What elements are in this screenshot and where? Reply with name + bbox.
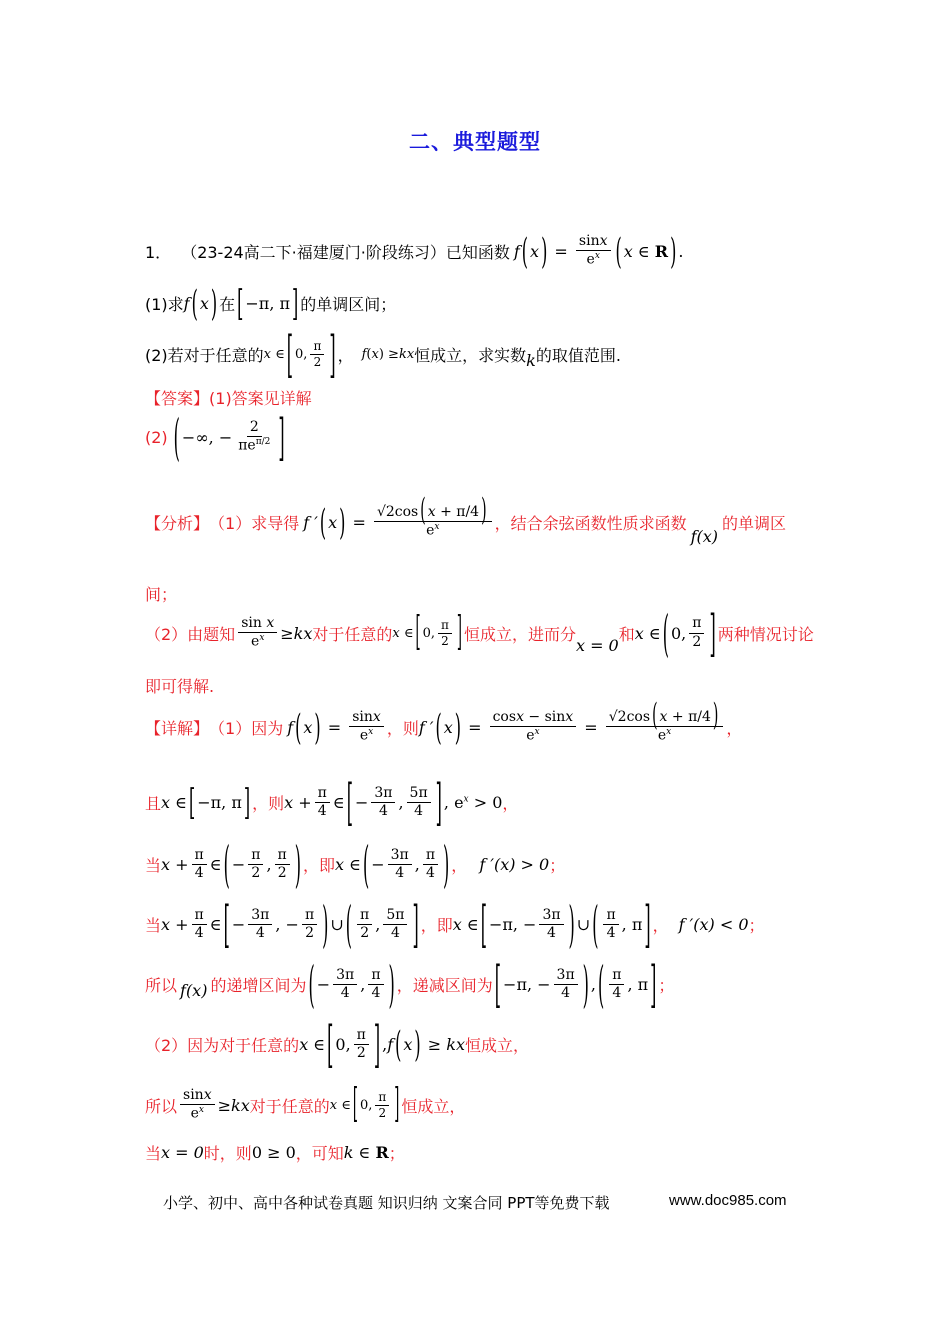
answer-tag: 【答案】 bbox=[145, 389, 210, 408]
question-1: (1)求 f ( x ) 在 [ −π, π ] 的单调区间； bbox=[145, 282, 397, 325]
formula-sinx-over-ex: $\frac{\sin x}{e^x}$ bbox=[576, 234, 611, 268]
analysis-line-1: 【分析】 （1）求导得 f ′ ( x ) = $\frac{√2\cos ( x + \pi/4 )}{e^x}$ ，结合余弦函数性质求函数 f(x) 的单调区 bbox=[145, 493, 787, 546]
detail-line-5: 所以 f(x) 的递增区间为 ( − $\frac{3\pi}{4}$ , $\frac{\pi}{4}$ ) ，递减区间为 [ −π, − $\frac{3\pi}{4}$ ) , ( $\frac{\pi}{4}$ , π ] ； bbox=[145, 955, 675, 1015]
analysis-line-4: 即可得解. bbox=[145, 677, 215, 696]
page-footer bbox=[163, 1192, 803, 1213]
formula-interval-pi: −π, π bbox=[245, 294, 290, 313]
formula-fx: f bbox=[183, 294, 190, 313]
detail-line-6: （2）因为对于任意的 x ∈ [ 0, $\frac{\pi}{2}$ ] , f ( x ) ≥ kx 恒成立， bbox=[145, 1015, 529, 1075]
detail-tag: 【详解】 bbox=[145, 718, 210, 738]
detail-line-7: 所以 $\frac{\sin x}{e^x}$ ≥ kx 对于任意的 x ∈ [ 0, $\frac{\pi}{2}$ ] 恒成立， bbox=[145, 1081, 466, 1129]
answer-line-1: 【答案】 (1)答案见详解 bbox=[145, 386, 312, 409]
question-2: (2)若对于任意的 x ∈ [ 0, $\frac{\pi}{2}$ ] ， f ( x ) ≥ kx 恒成立，求实数 k 的取值范围. bbox=[145, 325, 621, 385]
section-title: 二、典型题型 bbox=[409, 130, 541, 154]
detail-line-8: 当 x = 0 时，则 0 ≥ 0 ，可知 k ∈ R ； bbox=[145, 1143, 405, 1163]
footer-url[interactable]: www.doc985.com bbox=[669, 1192, 787, 1209]
analysis-tag: 【分析】 bbox=[145, 513, 210, 533]
answer-line-2: (2) ( −∞, − $\frac{2}{\pi e^{\pi/2}}$ ] bbox=[145, 407, 285, 467]
detail-line-3: 当 x + $\frac{\pi}{4}$ ∈ ( − $\frac{\pi}{2}$ , $\frac{\pi}{2}$ ) ，即 x ∈ ( − $\frac{3\pi}{4}$ , $\frac{\pi}{4}$ ) ， f ′(x) > 0 ； bbox=[145, 835, 566, 895]
analysis-line-2: 间； bbox=[145, 585, 178, 604]
problem-stem-text: 已知函数 bbox=[445, 242, 510, 262]
detail-line-1: 【详解】 （1）因为 f ( x ) = $\frac{\sin x}{e^x}$ ，则 f ′ ( x ) = $\frac{\cos x - \sin x}{e^x}$ = $\frac{√2\cos ( x + \pi/4 )}{e^x}$ ， bbox=[145, 698, 743, 749]
problem-number: 1． bbox=[145, 242, 172, 262]
problem-source: （23-24高二下·福建厦门·阶段练习） bbox=[181, 242, 446, 262]
formula-fx: f bbox=[513, 241, 520, 261]
detail-line-2: 且 x ∈ [ −π, π ] ，则 x + $\frac{\pi}{4}$ ∈ [ − $\frac{3\pi}{4}$ , $\frac{5\pi}{4}$ ] , $e^x > 0$ ， bbox=[145, 773, 519, 833]
detail-line-4: 当 x + $\frac{\pi}{4}$ ∈ [ − $\frac{3\pi}{4}$ , − $\frac{\pi}{2}$ ) ∪ ( $\frac{\pi}{2}$ , $\frac{5\pi}{4}$ ] ，即 x ∈ [ −π, − $\frac{3\pi}{4}$ ) ∪ ( $\frac{\pi}{4}$ , π ] ， f ′(x) < 0 ； bbox=[145, 895, 765, 955]
analysis-line-3: （2）由题知 $\frac{\text{sin x}}{e^x}$ ≥ kx 对于任意的 x ∈ [ 0, $\frac{\pi}{2}$ ] 恒成立，进而分 x = 0 和 x ∈ ( 0, $\frac{\pi}{2}$ ] 两种情况讨论 bbox=[145, 603, 814, 663]
problem-stem: 1． （23-24高二下·福建厦门·阶段练习） 已知函数 f ( x ) = $\frac{\sin x}{e^x}$ ( x ∈ R ) . bbox=[145, 230, 684, 273]
footer-text: 小学、初中、高中各种试卷真题 知识归纳 文案合同 PPT等免费下载 bbox=[163, 1194, 610, 1212]
